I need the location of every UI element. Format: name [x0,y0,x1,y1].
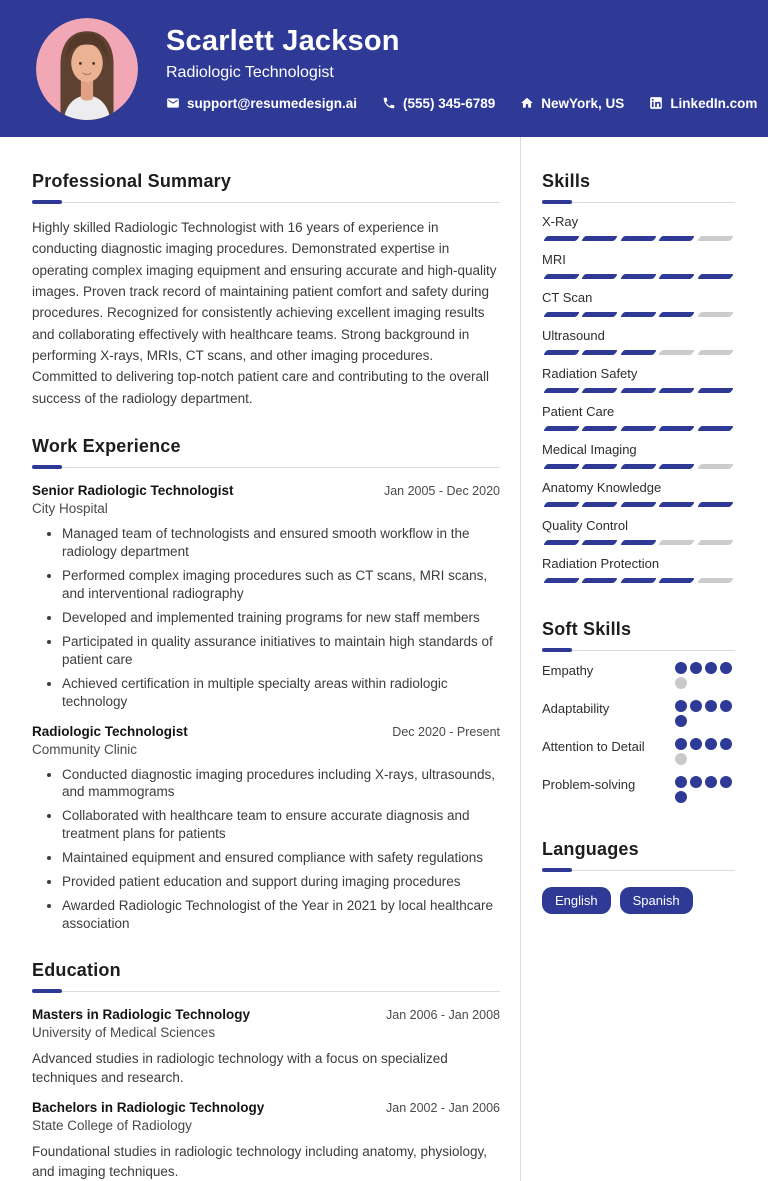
skill-bar-segment-filled [658,464,695,469]
job-company: Community Clinic [32,741,138,757]
skill-bar-segment-filled [697,388,734,393]
heading-rule [542,650,735,651]
education-heading: Education [32,960,121,981]
skill-bar [542,464,735,469]
skill-name: Radiation Protection [542,556,660,571]
rating-dot-filled [690,662,702,674]
skill-bar [542,388,735,393]
rating-dot-filled [705,700,717,712]
soft-skill-item [542,700,735,727]
rating-dot-filled [720,738,732,750]
skill-bar-segment-filled [658,274,695,279]
email-icon [166,96,180,110]
soft-skill-name: Attention to Detail [542,739,645,754]
soft-skill-item [542,738,735,765]
skill-item [542,328,735,355]
skill-bar-segment-filled [582,540,619,545]
contact-phone [382,96,495,111]
soft-skill-name: Adaptability [542,701,610,716]
job-dates: Jan 2005 - Dec 2020 [383,483,500,498]
skill-bar-segment-empty [658,350,695,355]
languages-heading: Languages [542,839,639,859]
job-bullet: • Performed complex imaging procedures such as CT scans, MRI scans, and interventional radiography [62,567,500,603]
skill-name: CT Scan [542,290,593,305]
column-divider [520,137,521,1181]
job-bullet: • Achieved certification in multiple specialty areas within radiologic technology [62,675,500,711]
section-work-experience [32,436,500,933]
skill-item [542,252,735,279]
skill-item [542,214,735,241]
skill-name: Medical Imaging [542,442,637,457]
contact-linkedin [649,96,757,111]
job-bullet: • Maintained equipment and ensured compliance with safety regulations [62,849,500,867]
skill-bar-segment-filled [543,350,580,355]
language-badges [542,887,735,914]
contact-text: (555) 345-6789 [402,95,496,111]
skill-bar-segment-filled [697,426,734,431]
job-title: Senior Radiologic Technologist [32,482,234,498]
skill-name: Radiation Safety [542,366,638,381]
education-list [32,1007,500,1181]
language-badge: Spanish [620,887,693,914]
skill-bar-segment-filled [582,426,619,431]
skill-item [542,442,735,469]
contact-home [520,96,624,111]
soft-skill-dots [675,776,735,803]
rating-dot-empty [675,677,687,689]
skill-bar-segment-filled [620,540,657,545]
skill-bar [542,540,735,545]
rating-dot-filled [675,700,687,712]
candidate-title: Radiologic Technologist [166,63,334,81]
rating-dot-filled [690,700,702,712]
skill-bar-segment-filled [582,350,619,355]
skill-bar-segment-filled [620,502,657,507]
skill-item [542,290,735,317]
rating-dot-filled [675,738,687,750]
education-description: Advanced studies in radiologic technology with a focus on specialized techniques and research. [32,1051,448,1086]
skill-bar-segment-filled [658,502,695,507]
heading-rule [32,467,500,468]
skill-name: Anatomy Knowledge [542,480,662,495]
soft-skill-dots [675,662,735,689]
skill-bar-segment-empty [697,464,734,469]
skill-bar-segment-filled [620,426,657,431]
skill-name: MRI [542,252,566,267]
avatar-illustration [36,18,138,120]
job-bullet: • Collaborated with healthcare team to ensure accurate diagnosis and treatment plans for patients [62,807,500,843]
job-bullet: • Conducted diagnostic imaging procedures including X-rays, ultrasounds, and mammograms [62,766,500,802]
skills-list [542,214,735,583]
job-bullet: • Managed team of technologists and ensured smooth workflow in the radiology department [62,525,500,561]
skill-bar-segment-empty [697,540,734,545]
skill-bar-segment-filled [543,312,580,317]
job-header [32,724,500,739]
rating-dot-filled [690,738,702,750]
job-bullet: • Awarded Radiologic Technologist of the Year in 2021 by local healthcare association [62,897,500,933]
education-header [32,1007,500,1022]
contact-text: LinkedIn.com [670,95,758,111]
skill-name: Quality Control [542,518,628,533]
linkedin-icon [649,96,663,110]
avatar [36,18,138,120]
skill-item [542,518,735,545]
skill-bar-segment-filled [582,502,619,507]
section-soft-skills [542,619,735,803]
skill-bar-segment-filled [543,236,580,241]
soft-skill-name: Empathy [542,663,594,678]
education-dates: Jan 2006 - Jan 2008 [386,1008,500,1023]
home-icon [520,96,534,110]
skill-bar-segment-filled [620,350,657,355]
skill-bar-segment-empty [697,350,734,355]
education-entry [32,1100,500,1180]
main-column [32,137,500,1181]
skills-heading: Skills [542,171,591,191]
job-header [32,483,500,498]
education-header [32,1100,500,1115]
education-description: Foundational studies in radiologic technology including anatomy, physiology, and imaging techniques. [32,1144,488,1179]
education-entry [32,1007,500,1087]
summary-text: Highly skilled Radiologic Technologist with 16 years of experience in conducting diagnostic imaging procedures. Demonstrated expertise in operating complex imaging equipment and ensuring accurate and high-quality images. Proven track record of maintaining patient comfort and safety during procedures. Recognized for consistently achieving excellent imaging results and collaborating effectively with healthcare teams. Strong background in performing X-rays, MRIs, CT scans, and other imaging procedures. Committed to delivering top-notch patient care and contributing to the overall success of the radiology department. [32,220,497,406]
skill-bar-segment-filled [697,274,734,279]
skill-bar [542,350,735,355]
skill-bar-segment-filled [658,388,695,393]
section-languages [542,839,735,914]
heading-rule [32,991,500,992]
rating-dot-filled [675,662,687,674]
skill-bar-segment-filled [543,578,580,583]
soft-skill-name: Problem-solving [542,777,636,792]
job-title: Radiologic Technologist [32,723,188,739]
skill-bar [542,426,735,431]
skill-bar-segment-empty [697,578,734,583]
contact-text: NewYork, US [541,95,625,111]
soft-skill-item [542,662,735,689]
rating-dot-filled [720,662,732,674]
skill-bar-segment-filled [543,502,580,507]
job-bullet: • Developed and implemented training programs for new staff members [62,609,500,627]
skill-bar-segment-filled [620,388,657,393]
skill-bar-segment-filled [582,578,619,583]
job-bullet-list [32,766,500,934]
skill-bar [542,502,735,507]
soft-skills-heading: Soft Skills [542,619,632,639]
school-name: State College of Radiology [32,1118,192,1134]
heading-rule [542,202,735,203]
skill-item [542,556,735,583]
skill-bar-segment-empty [658,540,695,545]
skill-bar-segment-filled [582,274,619,279]
skill-bar [542,236,735,241]
skill-bar-segment-filled [620,274,657,279]
section-professional-summary [32,171,500,409]
skill-bar-segment-filled [543,540,580,545]
rating-dot-filled [705,662,717,674]
skill-bar-segment-filled [620,236,657,241]
rating-dot-filled [705,776,717,788]
job-bullet-list [32,525,500,711]
job-dates: Dec 2020 - Present [392,724,500,739]
summary-heading: Professional Summary [32,171,232,191]
soft-skill-item [542,776,735,803]
skill-bar [542,274,735,279]
contact-row [166,96,757,111]
soft-skill-dots [675,738,735,765]
contact-email [166,96,357,111]
rating-dot-filled [720,776,732,788]
job-list [32,483,500,933]
skill-bar-segment-empty [697,236,734,241]
skill-name: X-Ray [542,214,579,229]
skill-bar-segment-filled [658,312,695,317]
skill-name: Ultrasound [542,328,605,343]
rating-dot-filled [705,738,717,750]
job-bullet: • Provided patient education and support during imaging procedures [62,873,500,891]
skill-bar-segment-filled [620,578,657,583]
degree-title: Masters in Radiologic Technology [32,1007,251,1023]
skill-bar-segment-filled [582,464,619,469]
school-name: University of Medical Sciences [32,1025,216,1041]
skill-item [542,480,735,507]
skill-bar-segment-filled [543,426,580,431]
education-dates: Jan 2002 - Jan 2006 [386,1101,500,1116]
skill-bar-segment-filled [582,388,619,393]
rating-dot-filled [675,776,687,788]
heading-rule [32,202,500,203]
experience-heading: Work Experience [32,435,181,456]
resume-body [0,137,768,1181]
phone-icon [382,96,396,110]
skill-bar-segment-filled [543,274,580,279]
job-bullet: • Participated in quality assurance initiatives to maintain high standards of patient care [62,633,500,669]
section-skills [542,171,735,583]
heading-rule [542,870,735,871]
rating-dot-filled [720,700,732,712]
job-entry [32,724,500,934]
header-text [166,26,757,111]
skill-name: Patient Care [542,404,615,419]
skill-bar [542,578,735,583]
skill-item [542,404,735,431]
rating-dot-filled [675,791,687,803]
resume-header [0,0,768,137]
skill-bar-segment-filled [658,426,695,431]
skill-bar-segment-filled [620,464,657,469]
skill-item [542,366,735,393]
job-company: City Hospital [32,500,108,516]
skill-bar-segment-filled [658,578,695,583]
skill-bar [542,312,735,317]
skill-bar-segment-filled [543,388,580,393]
skill-bar-segment-filled [582,236,619,241]
skill-bar-segment-empty [697,312,734,317]
soft-skills-list [542,662,735,803]
skill-bar-segment-filled [697,502,734,507]
soft-skill-dots [675,700,735,727]
rating-dot-empty [675,753,687,765]
skill-bar-segment-filled [582,312,619,317]
contact-text: support@resumedesign.ai [187,95,357,111]
rating-dot-filled [675,715,687,727]
language-badge: English [542,887,611,914]
degree-title: Bachelors in Radiologic Technology [32,1100,265,1116]
skill-bar-segment-filled [620,312,657,317]
section-education [32,960,500,1181]
sidebar-column [542,137,735,1181]
candidate-name: Scarlett Jackson [166,25,400,58]
job-entry [32,483,500,711]
skill-bar-segment-filled [658,236,695,241]
rating-dot-filled [690,776,702,788]
skill-bar-segment-filled [543,464,580,469]
